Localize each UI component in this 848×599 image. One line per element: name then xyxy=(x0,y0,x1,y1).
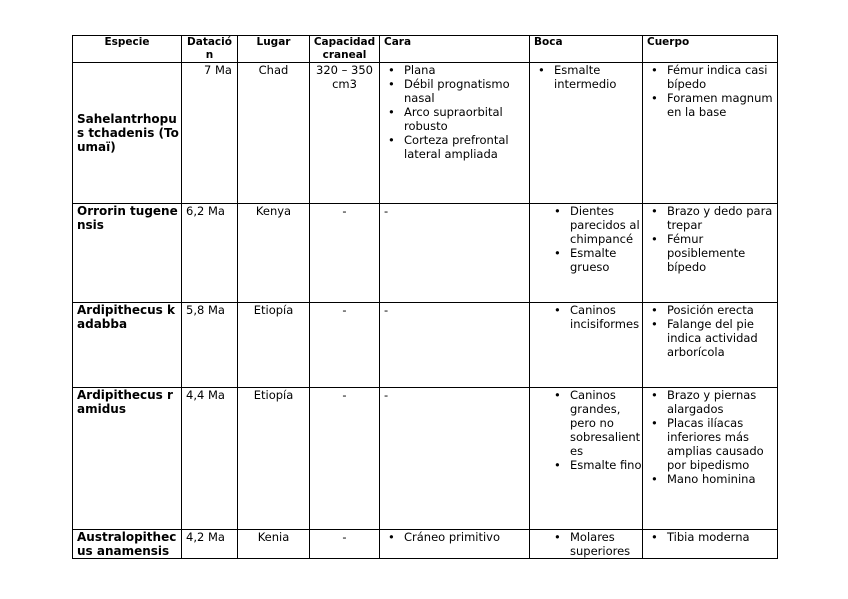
date-cell: 4,4 Ma xyxy=(182,388,238,530)
place-cell: Etiopía xyxy=(238,388,310,530)
header-cara: Cara xyxy=(380,36,530,63)
list-item: • Esmalte grueso xyxy=(550,246,642,274)
species-cell: Ardipithecus kadabba xyxy=(73,303,182,388)
place-cell: Kenia xyxy=(238,530,310,559)
date-cell: 7 Ma xyxy=(182,63,238,204)
list-item: • Mano hominina xyxy=(647,472,777,486)
list-item: • Plana xyxy=(384,63,529,77)
face-cell xyxy=(380,530,530,559)
list-item: • Falange del pie indica actividad arborícola xyxy=(647,317,777,359)
list-item: • Fémur posiblemente bípedo xyxy=(647,232,777,274)
capacity-cell: 320 – 350 cm3 xyxy=(310,63,380,204)
list-item: • Arco supraorbital robusto xyxy=(384,105,529,133)
list-item: • Molares superiores xyxy=(550,530,642,558)
mouth-cell xyxy=(530,530,643,559)
capacity-cell: - xyxy=(310,303,380,388)
body-cell xyxy=(643,303,778,388)
species-table xyxy=(72,35,778,559)
table-row xyxy=(73,530,778,559)
species-cell: Sahelantrhopus tchadenis (Toumaï) xyxy=(73,63,182,204)
capacity-cell: - xyxy=(310,388,380,530)
place-cell: Chad xyxy=(238,63,310,204)
header-cuerpo: Cuerpo xyxy=(643,36,778,63)
header-datacion: Datación xyxy=(182,36,238,63)
list-item: • Dientes parecidos al chimpancé xyxy=(550,204,642,246)
body-cell xyxy=(643,63,778,204)
list-item: • Tibia moderna xyxy=(647,530,777,544)
mouth-cell xyxy=(530,63,643,204)
mouth-cell xyxy=(530,388,643,530)
date-cell: 4,2 Ma xyxy=(182,530,238,559)
list-item: • Corteza prefrontal lateral ampliada xyxy=(384,133,529,161)
header-especie: Especie xyxy=(73,36,182,63)
place-cell: Etiopía xyxy=(238,303,310,388)
species-cell: Orrorin tugenensis xyxy=(73,204,182,303)
list-item: • Cráneo primitivo xyxy=(384,530,529,544)
header-boca: Boca xyxy=(530,36,643,63)
list-item: • Caninos incisiformes xyxy=(550,303,642,331)
body-cell xyxy=(643,388,778,530)
mouth-cell xyxy=(530,204,643,303)
header-row xyxy=(73,36,778,63)
species-cell: Ardipithecus ramidus xyxy=(73,388,182,530)
list-item: • Foramen magnum en la base xyxy=(647,91,777,119)
species-cell: Australopithecus anamensis xyxy=(73,530,182,559)
list-item: • Posición erecta xyxy=(647,303,777,317)
date-cell: 5,8 Ma xyxy=(182,303,238,388)
header-capacidad: Capacidad craneal xyxy=(310,36,380,63)
list-item: • Esmalte intermedio xyxy=(534,63,642,91)
list-item: • Débil prognatismo nasal xyxy=(384,77,529,105)
list-item: • Placas ilíacas inferiores más amplias causado por bipedismo xyxy=(647,416,777,472)
table-row xyxy=(73,63,778,204)
list-item: • Esmalte fino xyxy=(550,458,642,472)
table-row xyxy=(73,204,778,303)
body-cell xyxy=(643,530,778,559)
face-cell: - xyxy=(380,204,530,303)
face-cell: - xyxy=(380,303,530,388)
list-item: • Brazo y piernas alargados xyxy=(647,388,777,416)
list-item: • Brazo y dedo para trepar xyxy=(647,204,777,232)
face-cell xyxy=(380,63,530,204)
capacity-cell: - xyxy=(310,530,380,559)
body-cell xyxy=(643,204,778,303)
place-cell: Kenya xyxy=(238,204,310,303)
mouth-cell xyxy=(530,303,643,388)
face-cell: - xyxy=(380,388,530,530)
table-row xyxy=(73,388,778,530)
date-cell: 6,2 Ma xyxy=(182,204,238,303)
list-item: • Fémur indica casi bípedo xyxy=(647,63,777,91)
table-row xyxy=(73,303,778,388)
header-lugar: Lugar xyxy=(238,36,310,63)
list-item: • Caninos grandes, pero no sobresalientes xyxy=(550,388,642,458)
capacity-cell: - xyxy=(310,204,380,303)
